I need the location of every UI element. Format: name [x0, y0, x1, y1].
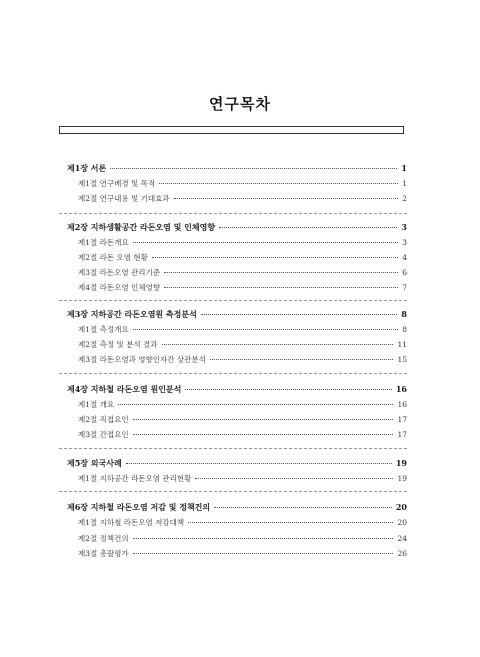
- section-page-number: 17: [397, 415, 407, 424]
- chapter-divider: [59, 448, 407, 449]
- dot-leader: [133, 329, 399, 330]
- toc-chapter-5[interactable]: [67, 458, 407, 469]
- chapter-label: 제1장 서론: [67, 163, 107, 173]
- section-label: 제2절 연구내용 및 기대효과: [78, 194, 170, 203]
- section-page-number: 4: [402, 253, 407, 262]
- section-page-number: 1: [402, 179, 407, 188]
- toc-section-6-2[interactable]: [78, 533, 407, 544]
- section-label: 제1절 지하공간 라돈오염 관리현황: [78, 474, 192, 483]
- toc-section-4-1[interactable]: [78, 399, 407, 410]
- section-label: 제2절 직접요인: [78, 415, 129, 424]
- toc-section-2-2[interactable]: [78, 252, 407, 263]
- toc-section-3-2[interactable]: [78, 339, 407, 350]
- section-page-number: 6: [402, 268, 407, 277]
- dot-leader: [133, 434, 394, 435]
- section-page-number: 2: [402, 194, 407, 203]
- section-page-number: 8: [402, 325, 407, 334]
- section-label: 제3절 라돈오염 관리기준: [78, 268, 160, 277]
- section-label: 제3절 간접요인: [78, 430, 129, 439]
- dot-leader: [195, 478, 393, 479]
- toc-section-5-1[interactable]: [78, 473, 407, 484]
- section-label: 제1절 연구배경 및 목적: [78, 179, 156, 188]
- dot-leader: [219, 227, 397, 228]
- section-label: 제1절 측정개요: [78, 325, 129, 334]
- toc-chapter-1[interactable]: [67, 163, 407, 174]
- dot-leader: [133, 419, 394, 420]
- toc-section-4-3[interactable]: [78, 429, 407, 440]
- section-page-number: 17: [397, 430, 407, 439]
- chapter-divider: [59, 373, 407, 374]
- page-title: 연구목차: [209, 95, 271, 113]
- dot-leader: [118, 404, 393, 405]
- chapter-divider: [59, 300, 407, 301]
- dot-leader: [164, 287, 398, 288]
- toc-section-6-1[interactable]: [78, 517, 407, 528]
- toc-chapter-3[interactable]: [67, 309, 407, 320]
- section-label: 제2절 측정 및 분석 결과: [78, 340, 158, 349]
- section-page-number: 19: [397, 474, 407, 483]
- section-label: 제2절 정책건의: [78, 534, 129, 543]
- toc-section-6-3[interactable]: [78, 548, 407, 559]
- dot-leader: [174, 198, 399, 199]
- toc-section-3-3[interactable]: [78, 354, 407, 365]
- section-page-number: 11: [397, 340, 407, 349]
- dot-leader: [185, 389, 391, 390]
- section-page-number: 20: [397, 518, 407, 527]
- chapter-label: 제2장 지하생활공간 라돈오염 및 인체영향: [67, 222, 216, 232]
- section-page-number: 7: [402, 283, 407, 292]
- chapter-divider: [59, 213, 407, 214]
- dot-leader: [188, 522, 393, 523]
- section-page-number: 16: [397, 400, 407, 409]
- section-page-number: 26: [397, 549, 407, 558]
- dot-leader: [162, 344, 394, 345]
- section-page-number: 15: [397, 355, 407, 364]
- section-label: 제1절 라돈개요: [78, 238, 129, 247]
- section-page-number: 3: [402, 238, 407, 247]
- chapter-page-number: 1: [401, 163, 407, 173]
- toc-section-4-2[interactable]: [78, 414, 407, 425]
- chapter-page-number: 20: [395, 502, 407, 512]
- toc-chapter-6[interactable]: [67, 502, 407, 513]
- dot-leader: [133, 538, 394, 539]
- dot-leader: [210, 359, 394, 360]
- toc-section-1-1[interactable]: [78, 178, 407, 189]
- chapter-divider: [59, 491, 407, 492]
- chapter-label: 제4장 지하철 라돈오염 원인분석: [67, 384, 182, 394]
- dot-leader: [159, 183, 398, 184]
- chapter-label: 제5장 외국사례: [67, 458, 122, 468]
- section-label: 제3절 총괄평가: [78, 549, 129, 558]
- chapter-page-number: 19: [395, 458, 407, 468]
- toc-section-2-4[interactable]: [78, 282, 407, 293]
- toc-chapter-4[interactable]: [67, 384, 407, 395]
- dot-leader: [214, 507, 392, 508]
- chapter-page-number: 16: [395, 384, 407, 394]
- toc-section-2-3[interactable]: [78, 267, 407, 278]
- toc-chapter-2[interactable]: [67, 222, 407, 233]
- chapter-label: 제3장 지하공간 라돈오염원 측정분석: [67, 309, 197, 319]
- dot-leader: [110, 168, 397, 169]
- toc-section-3-1[interactable]: [78, 324, 407, 335]
- section-label: 제4절 라돈오염 인체영향: [78, 283, 160, 292]
- dot-leader: [201, 314, 398, 315]
- dot-leader: [164, 272, 398, 273]
- section-label: 제2절 라돈 오염 현황: [78, 253, 148, 262]
- dot-leader: [133, 242, 399, 243]
- section-label: 제1절 개요: [78, 400, 115, 409]
- section-page-number: 24: [397, 534, 407, 543]
- section-label: 제3절 라돈오염과 영향인자간 상관분석: [78, 355, 206, 364]
- dot-leader: [152, 257, 398, 258]
- dot-leader: [133, 553, 394, 554]
- dot-leader: [126, 463, 392, 464]
- chapter-page-number: 8: [401, 309, 407, 319]
- toc-section-1-2[interactable]: [78, 193, 407, 204]
- toc-section-2-1[interactable]: [78, 237, 407, 248]
- title-underline-bar: [59, 126, 404, 134]
- section-label: 제1절 지하철 라돈오염 저감대책: [78, 518, 185, 527]
- chapter-label: 제6장 지하철 라돈오염 저감 및 정책건의: [67, 502, 211, 512]
- chapter-page-number: 3: [401, 222, 407, 232]
